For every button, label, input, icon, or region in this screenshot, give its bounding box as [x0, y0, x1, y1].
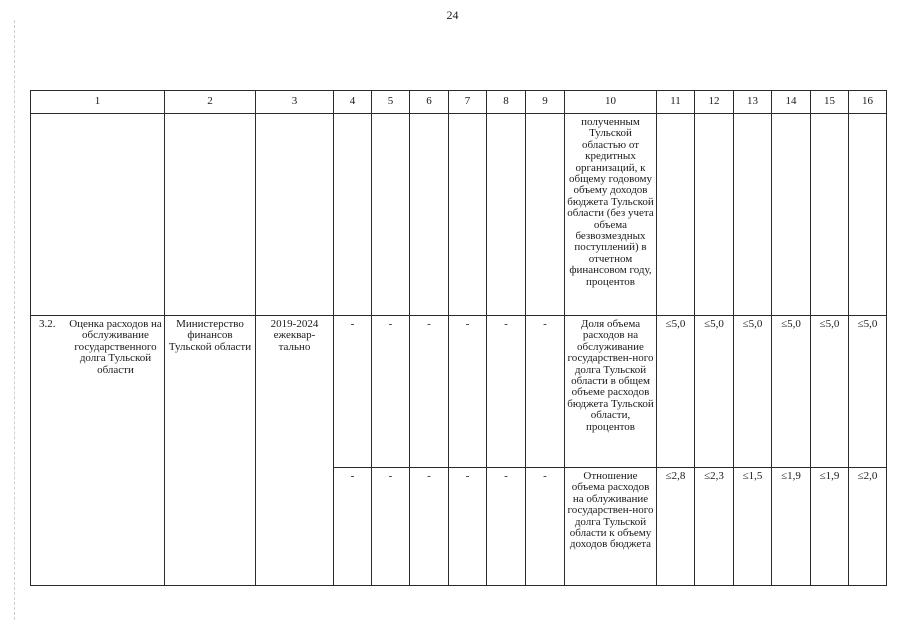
dash-cell: -: [334, 468, 372, 586]
dash-cell: -: [372, 316, 410, 468]
item-number: 3.2.: [39, 318, 56, 330]
value-cell: ≤2,8: [657, 468, 695, 586]
dash-cell: -: [410, 468, 449, 586]
column-header: 3: [256, 91, 334, 114]
value-cell: ≤1,5: [734, 468, 772, 586]
column-header: 5: [372, 91, 410, 114]
column-header: 8: [487, 91, 526, 114]
column-header: 9: [526, 91, 565, 114]
dash-cell: -: [372, 468, 410, 586]
indicator-cell: полученным Тульской областью от кредитных организаций, к общему годовому объему доходов бюджета Тульской области (без учета объема безвозмездных поступлений) в отчетном финансовом году, процентов: [565, 114, 657, 316]
column-header: 11: [657, 91, 695, 114]
item-name: Оценка расходов на обслуживание государственного долга Тульской области: [69, 318, 162, 376]
column-header: 1: [31, 91, 165, 114]
column-header: 6: [410, 91, 449, 114]
dash-cell: -: [449, 468, 487, 586]
column-header: 15: [811, 91, 849, 114]
column-header: 7: [449, 91, 487, 114]
page-binding-edge: [14, 20, 15, 620]
value-cell: ≤5,0: [811, 316, 849, 468]
header-row: [31, 91, 887, 114]
column-header: 10: [565, 91, 657, 114]
dash-cell: -: [487, 316, 526, 468]
dash-cell: -: [487, 468, 526, 586]
value-cell: ≤1,9: [772, 468, 811, 586]
column-header: 14: [772, 91, 811, 114]
item-cell: [31, 316, 165, 586]
dash-cell: -: [449, 316, 487, 468]
value-cell: ≤5,0: [734, 316, 772, 468]
column-header: 4: [334, 91, 372, 114]
value-cell: ≤5,0: [657, 316, 695, 468]
dash-cell: -: [526, 468, 565, 586]
value-cell: ≤5,0: [695, 316, 734, 468]
dash-cell: -: [410, 316, 449, 468]
executor-cell: Министерство финансов Тульской области: [165, 316, 256, 586]
value-cell: ≤1,9: [811, 468, 849, 586]
column-header: 13: [734, 91, 772, 114]
column-header: 16: [849, 91, 887, 114]
indicator-cell: Отношение объема расходов на облуживание государствен-ного долга Тульской области к объему доходов бюджета: [565, 468, 657, 586]
value-cell: ≤5,0: [772, 316, 811, 468]
page-number: 24: [446, 8, 459, 22]
continuation-row: [31, 114, 887, 316]
column-header: 12: [695, 91, 734, 114]
column-header: 2: [165, 91, 256, 114]
value-cell: ≤5,0: [849, 316, 887, 468]
value-cell: ≤2,3: [695, 468, 734, 586]
table-row: [31, 316, 887, 468]
value-cell: ≤2,0: [849, 468, 887, 586]
dash-cell: -: [334, 316, 372, 468]
program-table: [30, 90, 887, 586]
dash-cell: -: [526, 316, 565, 468]
period-cell: 2019-2024 ежеквар-тально: [256, 316, 334, 586]
indicator-cell: Доля объема расходов на обслуживание государствен-ного долга Тульской области в общем объеме расходов бюджета Тульской области, процентов: [565, 316, 657, 468]
